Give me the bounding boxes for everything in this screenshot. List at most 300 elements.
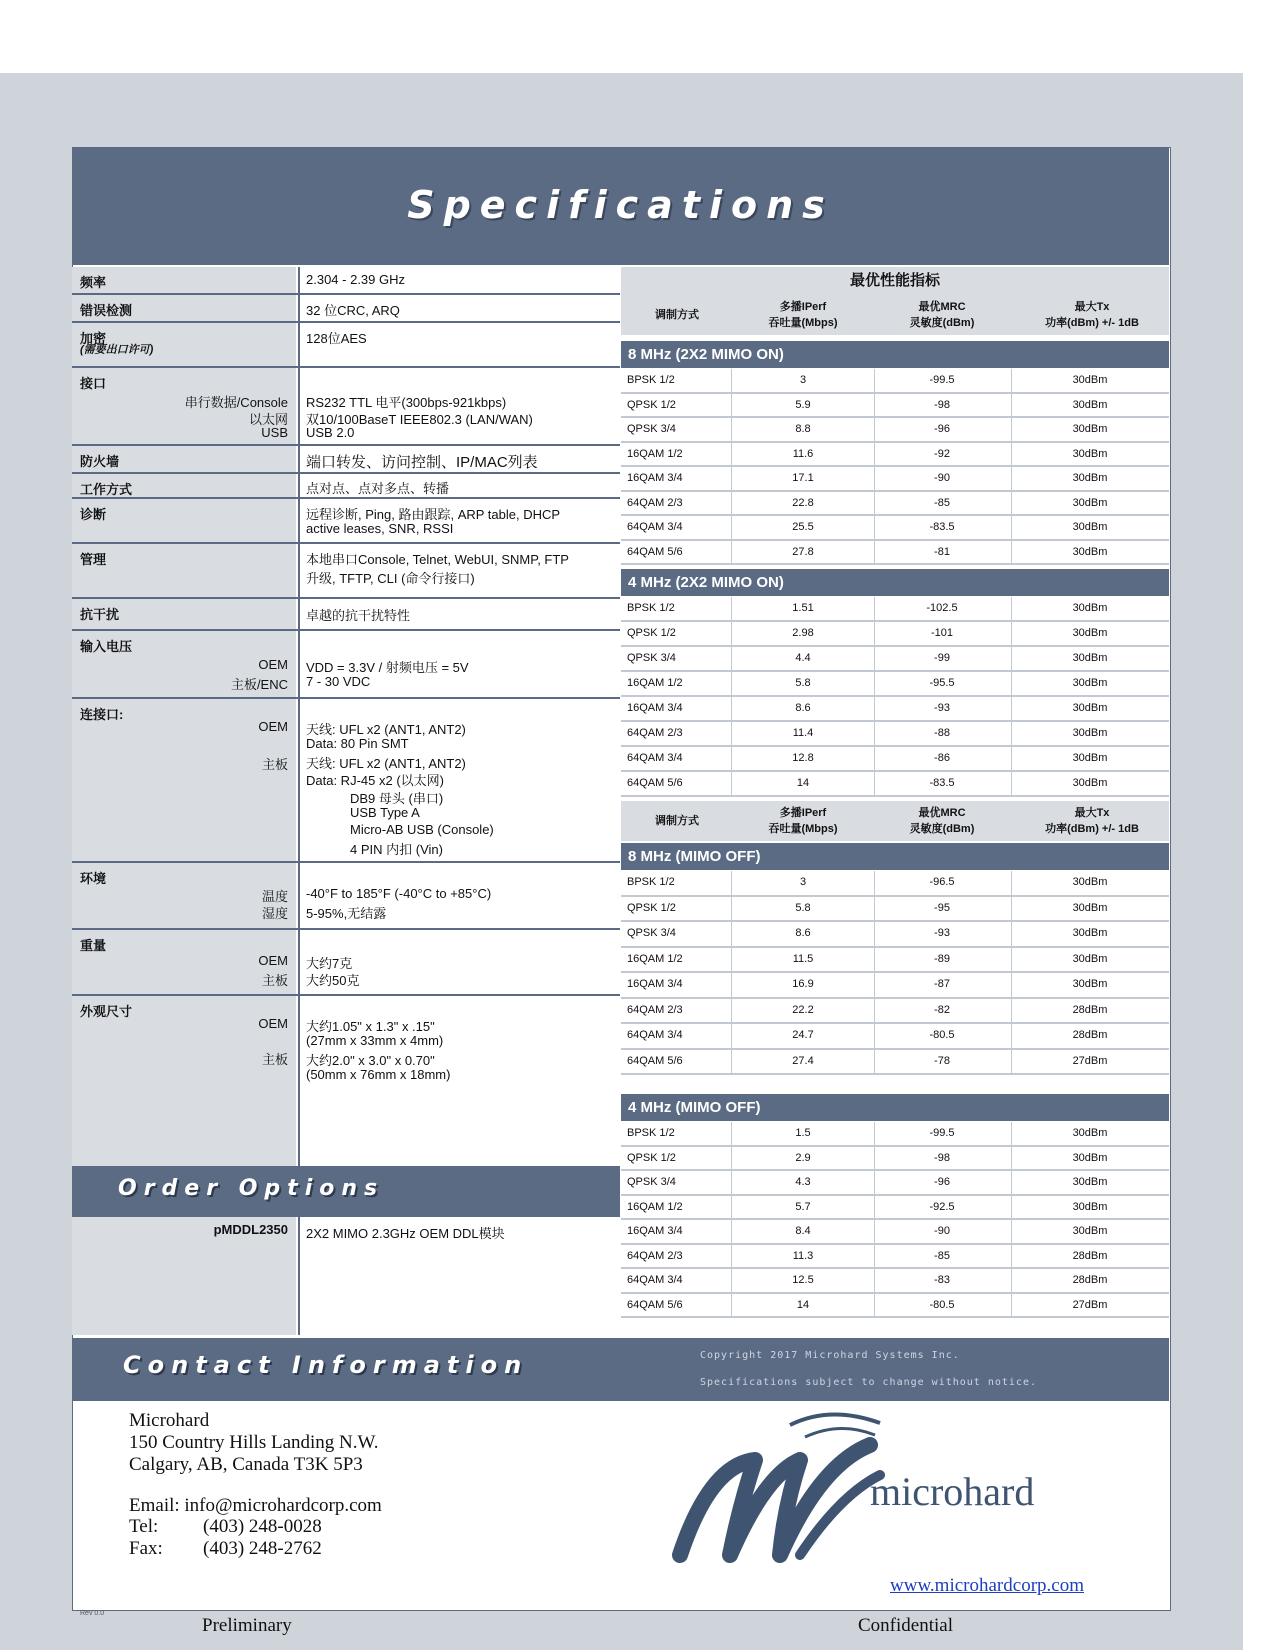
perf-cell: 11.4 <box>792 727 814 739</box>
perf-cell: 16QAM 1/2 <box>627 952 683 965</box>
spec-value: active leases, SNR, RSSI <box>306 521 454 536</box>
tel-number: (403) 248-0028 <box>203 1516 322 1537</box>
spec-value-cell <box>298 631 620 697</box>
perf-cell: 30dBm <box>1072 952 1108 965</box>
perf-cell-divider <box>874 1171 875 1194</box>
perf-cell: 12.5 <box>792 1274 814 1286</box>
perf-cell: -85 <box>934 496 950 509</box>
perf-cell-divider <box>731 622 732 645</box>
spec-value-cell <box>298 930 620 994</box>
perf-cell-divider <box>874 871 875 895</box>
perf-cell-divider <box>1011 622 1012 645</box>
perf-cell-divider <box>731 1294 732 1317</box>
perf-cell: 28dBm <box>1072 1029 1108 1041</box>
order-options-title: Order Options <box>118 1176 385 1201</box>
perf-cell-divider <box>731 871 732 895</box>
spec-value: 32 位CRC, ARQ <box>306 303 400 318</box>
contact-band <box>72 1338 1169 1401</box>
spec-category: 诊断 <box>80 507 107 522</box>
perf-column-label-line: 调制方式 <box>655 815 699 827</box>
spec-value: 双10/100BaseT IEEE802.3 (LAN/WAN) <box>306 412 533 427</box>
perf-title: 最优性能指标 <box>621 267 1169 295</box>
perf-cell-divider <box>731 1050 732 1074</box>
perf-cell-divider <box>1011 999 1012 1023</box>
perf-column-label-line: 功率(dBm) +/- 1dB <box>1045 317 1139 329</box>
spec-sublabel: 主板 <box>261 1052 288 1067</box>
perf-cell: -80.5 <box>929 1298 955 1311</box>
address-line-1: 150 Country Hills Landing N.W. <box>129 1432 379 1453</box>
perf-row <box>621 394 1169 419</box>
perf-cell: 1.5 <box>795 1127 811 1139</box>
spec-category: 抗干扰 <box>80 607 120 622</box>
spec-category: 防火墙 <box>80 454 120 469</box>
address-line-2: Calgary, AB, Canada T3K 5P3 <box>129 1454 363 1475</box>
perf-cell-divider <box>1011 369 1012 392</box>
spec-value: 远程诊断, Ping, 路由跟踪, ARP table, DHCP <box>306 507 561 522</box>
perf-row <box>621 672 1169 697</box>
perf-cell: -90 <box>934 1225 950 1237</box>
perf-row <box>621 597 1169 622</box>
perf-cell: 30dBm <box>1072 927 1108 939</box>
spec-label-cell <box>72 267 296 293</box>
perf-cell: 17.1 <box>792 472 814 484</box>
spec-value-cell <box>298 996 620 1166</box>
perf-row <box>621 747 1169 772</box>
spec-category: 工作方式 <box>80 482 133 497</box>
spec-sublabel: OEM <box>258 1016 288 1031</box>
perf-cell-divider <box>874 1024 875 1048</box>
perf-cell: 30dBm <box>1072 978 1108 990</box>
spec-value: 大约50克 <box>306 973 360 988</box>
spec-value: 天线: UFL x2 (ANT1, ANT2) <box>306 756 466 771</box>
perf-cell-divider <box>731 1122 732 1145</box>
perf-cell: -99.5 <box>929 374 955 386</box>
perf-cell-divider <box>874 1294 875 1317</box>
order-options-band <box>72 1168 620 1217</box>
perf-cell: BPSK 1/2 <box>627 374 675 386</box>
perf-cell: -95.5 <box>929 677 955 689</box>
perf-cell: -93 <box>934 702 950 714</box>
spec-value: USB Type A <box>350 805 420 820</box>
perf-cell-divider <box>731 647 732 670</box>
perf-cell: 24.7 <box>792 1029 814 1041</box>
perf-cell: BPSK 1/2 <box>627 602 675 614</box>
spec-label-cell <box>72 499 296 542</box>
perf-cell: 3 <box>799 374 807 386</box>
perf-cell-divider <box>731 516 732 539</box>
perf-cell: -99 <box>934 652 950 664</box>
perf-column-header <box>621 295 1169 335</box>
perf-column-header <box>621 801 1169 841</box>
order-part-number: pMDDL2350 <box>213 1222 288 1237</box>
spec-value-cell <box>298 368 620 444</box>
spec-label-cell <box>72 368 296 444</box>
spec-value: 7 - 30 VDC <box>306 674 371 689</box>
perf-cell-divider <box>731 897 732 921</box>
perf-cell-divider <box>1011 1024 1012 1048</box>
disclaimer-text: Specifications subject to change without notice. <box>700 1377 1037 1388</box>
spec-value: 本地串口Console, Telnet, WebUI, SNMP, FTP <box>306 552 569 567</box>
perf-cell: 5.8 <box>795 901 811 914</box>
perf-cell-divider <box>874 443 875 466</box>
perf-group-name: 8 MHz (2X2 MIMO ON) <box>628 346 784 363</box>
perf-cell-divider <box>1011 1294 1012 1317</box>
perf-row <box>621 697 1169 722</box>
perf-row <box>621 973 1169 999</box>
spec-category: 加密 <box>80 331 107 346</box>
perf-cell: QPSK 3/4 <box>627 1176 676 1188</box>
perf-cell: QPSK 3/4 <box>627 652 676 664</box>
perf-cell-divider <box>1011 1220 1012 1243</box>
perf-row <box>621 516 1169 541</box>
perf-cell: -96.5 <box>929 876 955 888</box>
perf-cell-divider <box>731 541 732 564</box>
spec-value: 端口转发、访问控制、IP/MAC列表 <box>306 454 538 471</box>
perf-cell-divider <box>1011 922 1012 946</box>
spec-category: 错误检测 <box>80 303 133 318</box>
spec-value-cell <box>298 699 620 861</box>
perf-cell: 30dBm <box>1072 1127 1108 1139</box>
perf-cell: -96 <box>934 1176 950 1188</box>
perf-cell-divider <box>1011 418 1012 441</box>
spec-label-cell <box>72 295 296 321</box>
perf-cell: 27dBm <box>1072 1298 1108 1311</box>
perf-cell-divider <box>1011 722 1012 745</box>
perf-cell: 11.5 <box>792 952 814 965</box>
perf-cell: -93 <box>934 927 950 939</box>
perf-column-label <box>1015 299 1169 331</box>
perf-cell: 27.8 <box>792 545 814 558</box>
perf-cell: 64QAM 2/3 <box>627 1249 683 1262</box>
spec-sublabel: USB <box>261 425 288 440</box>
spec-value: 4 PIN 内扣 (Vin) <box>350 842 443 857</box>
spec-value-cell <box>298 863 620 928</box>
spec-value: 大约7克 <box>306 956 353 971</box>
spec-value: 大约2.0" x 3.0" x 0.70" <box>306 1053 435 1068</box>
perf-cell-divider <box>731 467 732 490</box>
perf-cell: 64QAM 5/6 <box>627 1054 683 1067</box>
perf-cell-divider <box>874 772 875 795</box>
perf-cell-divider <box>731 394 732 417</box>
fax-number: (403) 248-2762 <box>203 1538 322 1559</box>
spec-value: Micro-AB USB (Console) <box>350 822 494 837</box>
perf-cell: -98 <box>934 1151 950 1164</box>
spec-row <box>72 368 620 446</box>
logo-wordmark: microhard <box>870 1469 1035 1514</box>
spec-row <box>72 631 620 699</box>
spec-value-cell <box>298 446 620 472</box>
perf-cell-divider <box>731 1196 732 1219</box>
perf-column-label <box>621 813 733 829</box>
order-row <box>72 1217 620 1335</box>
spec-value-cell <box>298 474 620 497</box>
perf-column-label <box>621 307 733 323</box>
spec-row <box>72 599 620 631</box>
spec-category: 环境 <box>80 871 107 886</box>
spec-value: 天线: UFL x2 (ANT1, ANT2) <box>306 722 466 737</box>
perf-cell-divider <box>731 1147 732 1170</box>
company-name: Microhard <box>129 1410 210 1431</box>
spec-sublabel: 主板 <box>261 973 288 988</box>
perf-cell-divider <box>874 622 875 645</box>
spec-sublabel: 温度 <box>261 889 288 904</box>
perf-column-label-line: 最大Tx <box>1074 301 1110 313</box>
website-link[interactable]: www.microhardcorp.com <box>890 1575 1084 1596</box>
revision-label: Rev 0.0 <box>80 1610 105 1617</box>
perf-cell: 30dBm <box>1072 398 1108 411</box>
spec-label-cell <box>72 631 296 697</box>
perf-cell: 30dBm <box>1072 901 1108 914</box>
perf-cell-divider <box>874 948 875 972</box>
spec-sublabel: OEM <box>258 657 288 672</box>
perf-column-label-line: 吞吐量(Mbps) <box>768 317 838 329</box>
perf-cell: 30dBm <box>1072 1176 1108 1188</box>
perf-cell: 8.8 <box>795 423 811 435</box>
spec-value: DB9 母头 (串口) <box>350 791 444 806</box>
contact-title: Contact Information <box>123 1351 529 1379</box>
spec-value: Data: RJ-45 x2 (以太网) <box>306 773 444 788</box>
spec-category: 管理 <box>80 552 107 567</box>
perf-cell: 28dBm <box>1072 1274 1108 1286</box>
perf-cell: 30dBm <box>1072 496 1108 509</box>
perf-cell: 64QAM 3/4 <box>627 521 683 533</box>
perf-cell: -81 <box>934 545 950 558</box>
perf-cell-divider <box>1011 1147 1012 1170</box>
perf-row <box>621 1050 1169 1076</box>
perf-cell-divider <box>1011 697 1012 720</box>
perf-cell: -90 <box>934 472 950 484</box>
perf-cell: 16QAM 1/2 <box>627 677 683 689</box>
perf-cell: 27.4 <box>792 1054 814 1067</box>
spec-category: 连接口: <box>80 707 124 722</box>
perf-cell-divider <box>874 722 875 745</box>
spec-label-cell <box>72 599 296 629</box>
perf-cell-divider <box>874 516 875 539</box>
perf-column-label-line: 灵敏度(dBm) <box>909 823 975 835</box>
perf-row <box>621 922 1169 948</box>
perf-cell-divider <box>874 747 875 770</box>
spec-category: 接口 <box>80 376 107 391</box>
perf-cell: 16QAM 1/2 <box>627 1200 683 1213</box>
spec-row <box>72 544 620 599</box>
spec-value: VDD = 3.3V / 射频电压 = 5V <box>306 660 469 675</box>
perf-cell: 30dBm <box>1072 727 1108 739</box>
perf-cell: -98 <box>934 398 950 411</box>
spec-category: 输入电压 <box>80 639 133 654</box>
email-line[interactable]: Email: info@microhardcorp.com <box>129 1495 382 1516</box>
perf-row <box>621 467 1169 492</box>
spec-value-cell <box>298 267 620 293</box>
perf-row <box>621 622 1169 647</box>
perf-cell: 27dBm <box>1072 1054 1108 1067</box>
perf-cell: 16QAM 3/4 <box>627 978 683 990</box>
spec-value: 卓越的抗干扰特性 <box>306 608 411 623</box>
spec-label-cell <box>72 699 296 861</box>
perf-cell-divider <box>1011 1269 1012 1292</box>
spec-sublabel: 主板 <box>261 757 288 772</box>
perf-cell-divider <box>731 1269 732 1292</box>
perf-cell: 30dBm <box>1072 545 1108 558</box>
perf-cell-divider <box>1011 647 1012 670</box>
perf-row <box>621 443 1169 468</box>
perf-cell: -95 <box>934 901 950 914</box>
perf-cell-divider <box>731 747 732 770</box>
perf-cell: 30dBm <box>1072 447 1108 460</box>
perf-cell: 25.5 <box>792 521 814 533</box>
perf-cell-divider <box>1011 492 1012 515</box>
perf-cell-divider <box>1011 541 1012 564</box>
perf-cell: -83.5 <box>929 777 955 789</box>
perf-column-label-line: 多播IPerf <box>779 807 827 819</box>
perf-cell-divider <box>731 1024 732 1048</box>
perf-cell: 4.4 <box>795 652 811 664</box>
perf-cell-divider <box>874 541 875 564</box>
perf-cell-divider <box>1011 443 1012 466</box>
perf-cell: 2.98 <box>792 627 814 639</box>
perf-cell: QPSK 1/2 <box>627 627 676 639</box>
fax-label: Fax: <box>129 1538 163 1559</box>
spec-row <box>72 930 620 996</box>
spec-value: 5-95%,无结露 <box>306 906 387 921</box>
perf-cell-divider <box>874 1147 875 1170</box>
perf-cell: -80.5 <box>929 1029 955 1041</box>
perf-cell-divider <box>874 394 875 417</box>
perf-column-label-line: 多播IPerf <box>779 301 827 313</box>
spec-row <box>72 699 620 863</box>
perf-group-band <box>621 843 1169 870</box>
perf-cell-divider <box>1011 1196 1012 1219</box>
perf-row <box>621 369 1169 394</box>
perf-cell: -92 <box>934 447 950 460</box>
perf-cell: 22.2 <box>792 1003 814 1016</box>
spec-value-cell <box>298 499 620 542</box>
perf-group-name: 4 MHz (MIMO OFF) <box>628 1099 761 1116</box>
perf-row <box>621 1147 1169 1172</box>
perf-cell: QPSK 1/2 <box>627 1151 676 1164</box>
perf-cell-divider <box>874 922 875 946</box>
perf-cell: 64QAM 5/6 <box>627 1298 683 1311</box>
spec-value: Data: 80 Pin SMT <box>306 736 409 751</box>
perf-cell: 30dBm <box>1072 876 1108 888</box>
spec-sublabel: OEM <box>258 953 288 968</box>
perf-cell: -89 <box>934 952 950 965</box>
perf-cell: -87 <box>934 978 950 990</box>
perf-cell: 30dBm <box>1072 1200 1108 1213</box>
perf-cell-divider <box>1011 467 1012 490</box>
perf-cell-divider <box>874 597 875 620</box>
perf-cell: 30dBm <box>1072 472 1108 484</box>
perf-cell-divider <box>874 999 875 1023</box>
perf-cell-divider <box>874 1196 875 1219</box>
spec-label-cell <box>72 323 296 366</box>
perf-cell-divider <box>731 973 732 997</box>
spec-row <box>72 295 620 323</box>
perf-cell-divider <box>1011 597 1012 620</box>
perf-column-label-line: 灵敏度(dBm) <box>909 317 975 329</box>
perf-cell: 2.9 <box>795 1151 811 1164</box>
perf-cell-divider <box>874 697 875 720</box>
header-band <box>72 147 1169 265</box>
spec-label-cell <box>72 930 296 994</box>
perf-cell-divider <box>731 999 732 1023</box>
perf-cell: -85 <box>934 1249 950 1262</box>
perf-row <box>621 1269 1169 1294</box>
perf-cell-divider <box>874 467 875 490</box>
perf-row <box>621 647 1169 672</box>
spec-row <box>72 446 620 474</box>
perf-row <box>621 1220 1169 1245</box>
perf-cell: 64QAM 3/4 <box>627 1274 683 1286</box>
perf-cell: 64QAM 5/6 <box>627 777 683 789</box>
perf-cell-divider <box>1011 772 1012 795</box>
perf-cell-divider <box>874 1220 875 1243</box>
perf-cell-divider <box>1011 1245 1012 1268</box>
perf-cell: 8.6 <box>795 702 811 714</box>
perf-cell: 11.3 <box>792 1249 814 1262</box>
perf-cell-divider <box>731 1171 732 1194</box>
perf-column-label <box>877 805 1007 837</box>
perf-cell-divider <box>874 897 875 921</box>
perf-cell: 8.6 <box>795 927 811 939</box>
perf-cell-divider <box>731 722 732 745</box>
perf-cell: -83.5 <box>929 521 955 533</box>
perf-cell-divider <box>731 418 732 441</box>
perf-column-label-line: 最优MRC <box>918 301 966 313</box>
perf-cell-divider <box>1011 897 1012 921</box>
perf-group-band <box>621 341 1169 368</box>
perf-column-label <box>733 805 873 837</box>
perf-cell-divider <box>874 1050 875 1074</box>
perf-column-label-line: 调制方式 <box>655 309 699 321</box>
perf-cell-divider <box>1011 1050 1012 1074</box>
spec-value: -40°F to 185°F (-40°C to +85°C) <box>306 886 492 901</box>
perf-cell-divider <box>874 369 875 392</box>
perf-column-label-line: 功率(dBm) +/- 1dB <box>1045 823 1139 835</box>
perf-cell-divider <box>874 492 875 515</box>
perf-row <box>621 999 1169 1025</box>
perf-cell-divider <box>731 697 732 720</box>
spec-value: 128位AES <box>306 331 367 346</box>
spec-sublabel: 主板/ENC <box>230 677 288 692</box>
perf-cell-divider <box>731 948 732 972</box>
perf-cell: -88 <box>934 727 950 739</box>
perf-row <box>621 772 1169 797</box>
perf-row <box>621 492 1169 517</box>
perf-cell: 16.9 <box>792 978 814 990</box>
perf-cell: 5.9 <box>795 398 811 411</box>
perf-cell: 64QAM 2/3 <box>627 496 683 509</box>
perf-cell: BPSK 1/2 <box>627 876 675 888</box>
perf-row <box>621 541 1169 566</box>
perf-cell: BPSK 1/2 <box>627 1127 675 1139</box>
perf-cell: 30dBm <box>1072 777 1108 789</box>
perf-cell: 5.7 <box>795 1200 811 1213</box>
perf-cell: 4.3 <box>795 1176 811 1188</box>
spec-label-cell <box>72 996 296 1166</box>
perf-cell-divider <box>731 772 732 795</box>
perf-cell: 30dBm <box>1072 374 1108 386</box>
perf-row <box>621 722 1169 747</box>
order-description: 2X2 MIMO 2.3GHz OEM DDL模块 <box>306 1226 505 1241</box>
perf-cell: -99.5 <box>929 1127 955 1139</box>
spec-value: USB 2.0 <box>306 425 355 440</box>
perf-cell: 64QAM 2/3 <box>627 1003 683 1016</box>
perf-cell: 30dBm <box>1072 652 1108 664</box>
spec-value: 升级, TFTP, CLI (命令行接口) <box>306 571 475 586</box>
spec-value-cell <box>298 599 620 629</box>
perf-column-label <box>733 299 873 331</box>
perf-cell: -92.5 <box>929 1200 955 1213</box>
